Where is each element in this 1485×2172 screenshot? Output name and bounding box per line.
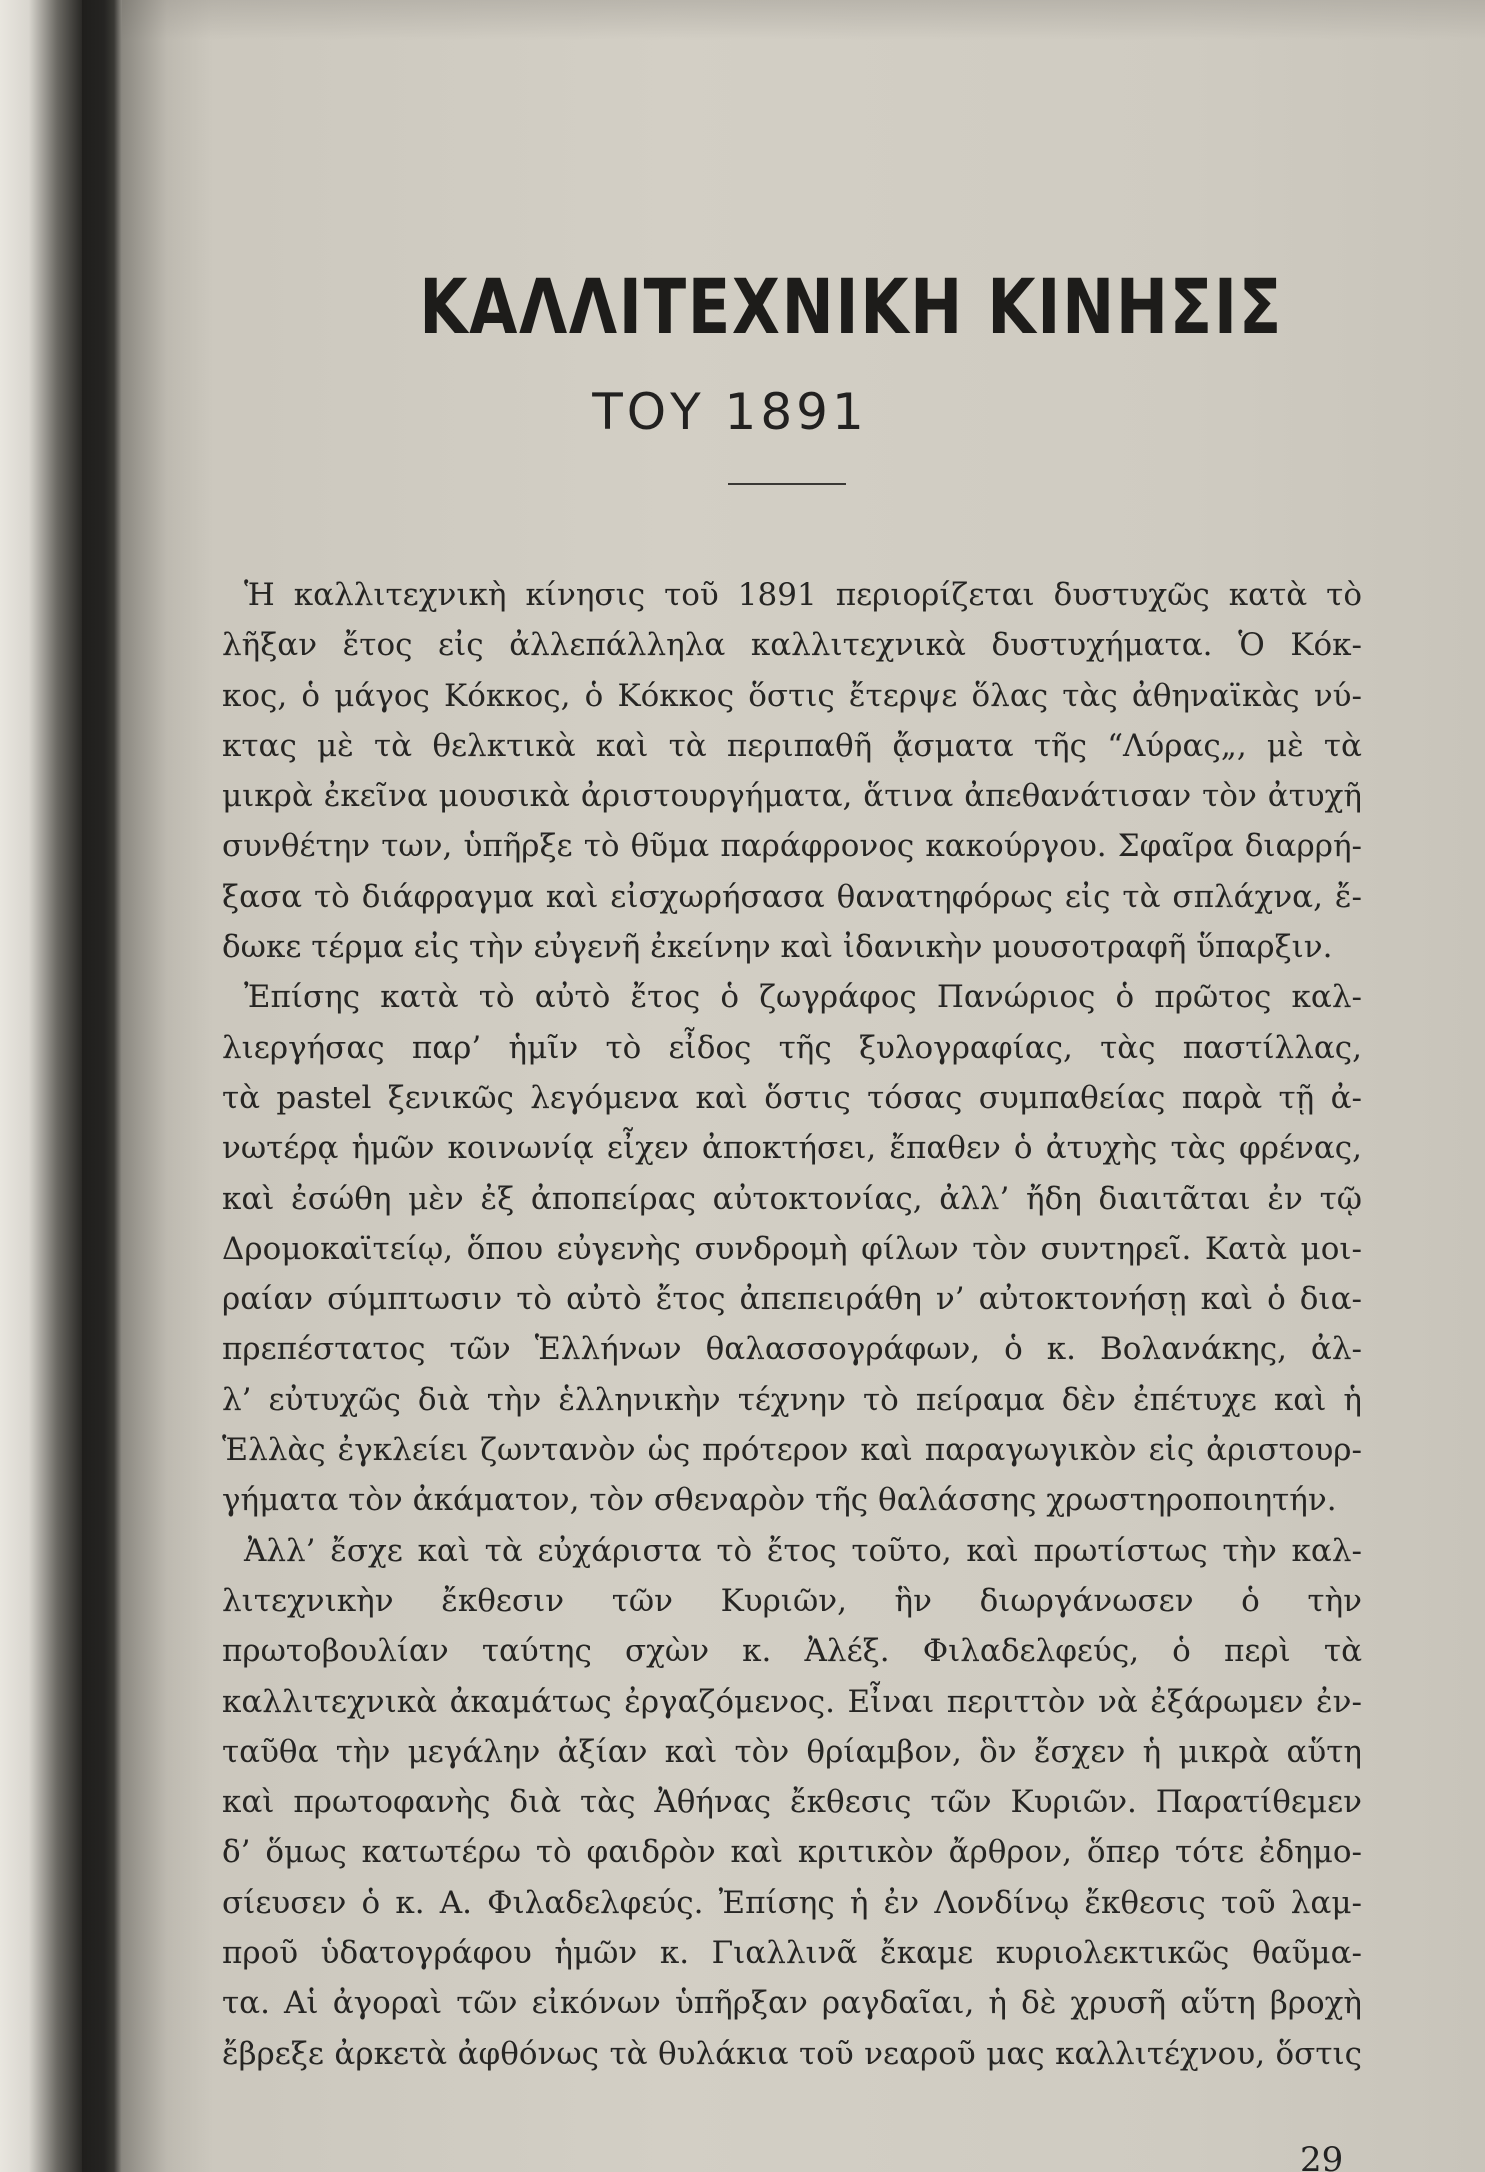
- page-top-shade: [122, 0, 1485, 40]
- text-line: πρωτοβουλίαν ταύτης σχὼν κ. Ἀλέξ. Φιλαδελφεύς, ὁ περὶ τὰ: [222, 1633, 1362, 1670]
- article-title: ΚΑΛΛΙΤΕΧΝΙΚΗ ΚΙΝΗΣΙΣ: [419, 262, 1283, 351]
- book-gutter-edge: [0, 0, 82, 2172]
- text-line: ἔβρεξε ἀρκετὰ ἀφθόνως τὰ θυλάκια τοῦ νεαροῦ μας καλλιτέχνου, ὅστις: [222, 2035, 1362, 2072]
- text-line: κος, ὁ μάγος Κόκκος, ὁ Κόκκος ὅστις ἔτερψε ὅλας τὰς ἀθηναϊκὰς νύ-: [222, 677, 1362, 714]
- text-line: λ’ εὐτυχῶς διὰ τὴν ἑλληνικὴν τέχνην τὸ πείραμα δὲν ἐπέτυχε καὶ ἡ: [222, 1381, 1362, 1418]
- text-line: ταῦθα τὴν μεγάλην ἀξίαν καὶ τὸν θρίαμβον, ὃν ἔσχεν ἡ μικρὰ αὕτη: [222, 1733, 1362, 1770]
- text-line: Ἐπίσης κατὰ τὸ αὐτὸ ἔτος ὁ ζωγράφος Πανώριος ὁ πρῶτος καλ-: [244, 979, 1362, 1016]
- text-line: Δρομοκαϊτείῳ, ὅπου εὐγενὴς συνδρομὴ φίλων τὸν συντηρεῖ. Κατὰ μοι-: [222, 1230, 1362, 1267]
- article-subtitle: ΤΟΥ 1891: [592, 383, 868, 441]
- book-binding: [82, 0, 122, 2172]
- text-line: λῆξαν ἔτος εἰς ἀλλεπάλληλα καλλιτεχνικὰ δυστυχήματα. Ὁ Κόκ-: [222, 627, 1362, 664]
- article-body: [222, 570, 1362, 2079]
- text-line: λιεργήσας παρ’ ἡμῖν τὸ εἶδος τῆς ξυλογραφίας, τὰς παστίλλας,: [222, 1029, 1362, 1066]
- text-line: δωκε τέρμα εἰς τὴν εὐγενῆ ἐκείνην καὶ ἰδανικὴν μουσοτραφῆ ὕπαρξιν.: [222, 929, 1333, 966]
- text-line: καὶ ἐσώθη μὲν ἐξ ἀποπείρας αὐτοκτονίας, ἀλλ’ ἤδη διαιτᾶται ἐν τῷ: [222, 1180, 1362, 1217]
- page-number: 29: [1300, 2140, 1344, 2172]
- text-line: ραίαν σύμπτωσιν τὸ αὐτὸ ἔτος ἀπεπειράθη ν’ αὐτοκτονήσῃ καὶ ὁ δια-: [222, 1281, 1362, 1318]
- text-line: καὶ πρωτοφανὴς διὰ τὰς Ἀθήνας ἔκθεσις τῶν Κυριῶν. Παρατίθεμεν: [222, 1784, 1362, 1821]
- text-line: ξασα τὸ διάφραγμα καὶ εἰσχωρήσασα θανατηφόρως εἰς τὰ σπλάχνα, ἔ-: [222, 878, 1362, 915]
- text-line: μικρὰ ἐκεῖνα μουσικὰ ἀριστουργήματα, ἅτινα ἀπεθανάτισαν τὸν ἀτυχῆ: [222, 778, 1362, 815]
- text-line: τὰ pastel ξενικῶς λεγόμενα καὶ ὅστις τόσας συμπαθείας παρὰ τῇ ἀ-: [222, 1079, 1362, 1116]
- text-line: καλλιτεχνικὰ ἀκαμάτως ἐργαζόμενος. Εἶναι περιττὸν νὰ ἐξάρωμεν ἐν-: [222, 1683, 1362, 1720]
- text-line: λιτεχνικὴν ἔκθεσιν τῶν Κυριῶν, ἣν διωργάνωσεν ὁ τὴν: [222, 1582, 1362, 1619]
- gutter-shadow: [122, 0, 212, 2172]
- text-line: προῦ ὑδατογράφου ἡμῶν κ. Γιαλλινᾶ ἔκαμε κυριολεκτικῶς θαῦμα-: [222, 1935, 1362, 1972]
- text-line: Ἑλλὰς ἐγκλείει ζωντανὸν ὡς πρότερον καὶ παραγωγικὸν εἰς ἀριστουρ-: [222, 1432, 1362, 1469]
- text-line: δ’ ὅμως κατωτέρω τὸ φαιδρὸν καὶ κριτικὸν ἄρθρον, ὅπερ τότε ἐδημο-: [222, 1834, 1362, 1871]
- text-line: σίευσεν ὁ κ. Α. Φιλαδελφεύς. Ἐπίσης ἡ ἐν Λονδίνῳ ἔκθεσις τοῦ λαμ-: [222, 1884, 1362, 1921]
- text-line: συνθέτην των, ὑπῆρξε τὸ θῦμα παράφρονος κακούργου. Σφαῖρα διαρρή-: [222, 828, 1362, 865]
- text-line: κτας μὲ τὰ θελκτικὰ καὶ τὰ περιπαθῆ ᾄσματα τῆς “Λύρας„, μὲ τὰ: [222, 727, 1362, 764]
- text-line: Ἡ καλλιτεχνικὴ κίνησις τοῦ 1891 περιορίζεται δυστυχῶς κατὰ τὸ: [244, 577, 1362, 613]
- text-line: γήματα τὸν ἀκάματον, τὸν σθεναρὸν τῆς θαλάσσης χρωστηροποιητήν.: [222, 1482, 1337, 1519]
- text-line: Ἀλλ’ ἔσχε καὶ τὰ εὐχάριστα τὸ ἔτος τοῦτο, καὶ πρωτίστως τὴν καλ-: [244, 1532, 1362, 1569]
- text-line: πρεπέστατος τῶν Ἑλλήνων θαλασσογράφων, ὁ κ. Βολανάκης, ἀλ-: [222, 1331, 1362, 1368]
- title-divider: [728, 483, 846, 485]
- text-line: τα. Αἱ ἀγοραὶ τῶν εἰκόνων ὑπῆρξαν ραγδαῖαι, ἡ δὲ χρυσῆ αὕτη βροχὴ: [222, 1985, 1362, 2022]
- text-line: νωτέρᾳ ἡμῶν κοινωνίᾳ εἶχεν ἀποκτήσει, ἔπαθεν ὁ ἀτυχὴς τὰς φρένας,: [222, 1130, 1362, 1167]
